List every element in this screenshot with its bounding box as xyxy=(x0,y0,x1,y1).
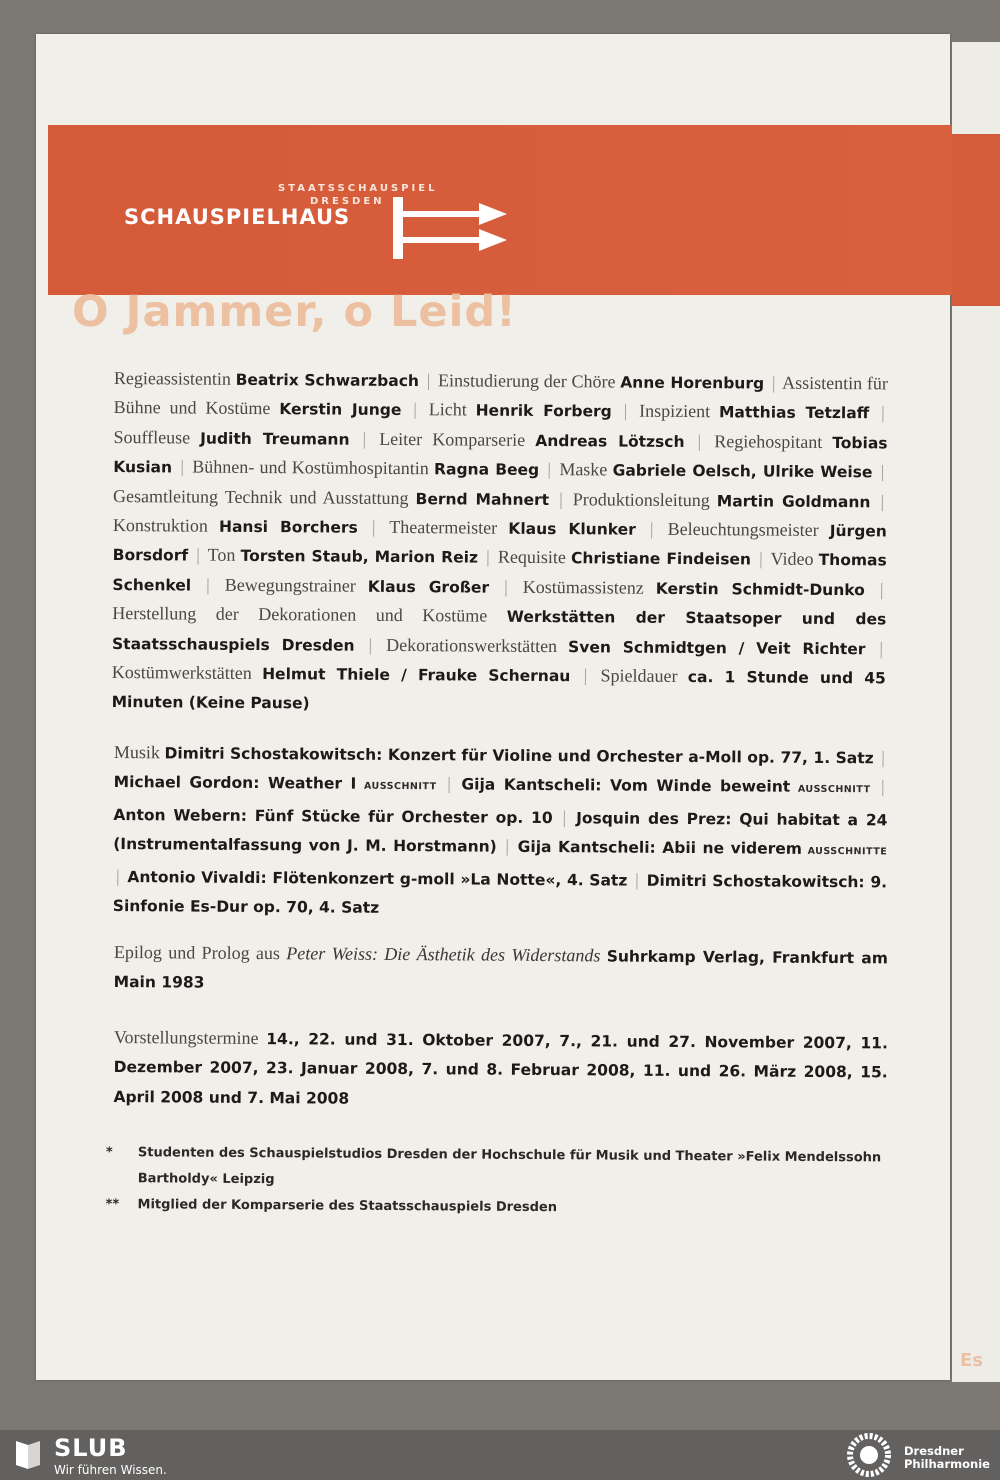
logo-line-staatsschauspiel: STAATSSCHAUSPIEL xyxy=(278,183,438,194)
separator: | xyxy=(880,461,885,482)
credit-name: Jürgen Borsdorf xyxy=(112,522,887,565)
footnote-mark: * xyxy=(105,1144,113,1161)
credit-label: Konstruktion xyxy=(112,515,208,536)
credit-label: Requisite xyxy=(497,547,566,568)
music-work: Anton Webern: Fünf Stücke für Orchester op. 10 xyxy=(113,805,553,827)
slub-logo-icon xyxy=(12,1437,44,1471)
credit-label: Regiehospitant xyxy=(714,431,823,452)
footnote-text: Studenten des Schauspielstudios Dresden der Hochschule für Musik und Theater »Felix Mendelssohn Bartholdy« Leipzig xyxy=(137,1145,882,1188)
credit-name: Torsten Staub, Marion Reiz xyxy=(240,547,479,567)
separator: | xyxy=(115,865,120,886)
separator: | xyxy=(635,869,639,890)
credit-name: Ragna Beeg xyxy=(434,460,540,480)
credit-name: Matthias Tetzlaff xyxy=(718,403,870,423)
credits-paragraph xyxy=(112,364,888,722)
credit-name: Beatrix Schwarzbach xyxy=(235,370,420,391)
separator: | xyxy=(559,488,563,509)
credit-name: Klaus Großer xyxy=(367,577,490,597)
header-band xyxy=(48,125,952,295)
credit-label: Theatermeister xyxy=(389,516,498,538)
credit-label: Video xyxy=(770,549,814,570)
footnote xyxy=(106,1140,890,1197)
separator: | xyxy=(362,428,367,449)
credit-label: Spieldauer xyxy=(600,665,678,687)
separator: | xyxy=(880,490,885,512)
separator: | xyxy=(649,518,654,539)
separator: | xyxy=(368,634,373,655)
credit-name: ca. 1 Stunde und 45 Minuten (Keine Pause) xyxy=(111,668,886,713)
credit-label: Ton xyxy=(207,545,236,566)
music-work: Antonio Vivaldi: Flötenkonzert g-moll »La Notte«, 4. Satz xyxy=(127,867,628,890)
separator: | xyxy=(547,459,552,480)
music-work: Josquin des Prez: Qui habitat a 24 (Instrumentalfassung von J. M. Horstmann) xyxy=(113,809,888,856)
credit-name: Sven Schmidtgen / Veit Richter xyxy=(568,637,866,658)
credit-label: Einstudierung der Chöre xyxy=(438,370,616,392)
credit-name: Andreas Lötzsch xyxy=(535,431,685,451)
source-paragraph xyxy=(114,938,888,1002)
next-page-band xyxy=(952,134,1000,306)
credit-label: Dekorationswerkstätten xyxy=(386,634,558,656)
separator: | xyxy=(879,638,884,659)
separator: | xyxy=(759,548,763,569)
credit-label: Produktionsleitung xyxy=(572,488,710,510)
credit-name: Anne Horenburg xyxy=(620,373,765,393)
separator: | xyxy=(206,574,210,595)
logo-schauspielhaus: SCHAUSPIELHAUS xyxy=(124,205,351,229)
footnote xyxy=(105,1192,889,1223)
credit-label: Assistentin für Bühne und Kostüme xyxy=(113,372,889,419)
separator: | xyxy=(426,370,431,391)
separator: | xyxy=(196,545,200,566)
music-paragraph xyxy=(113,738,888,926)
credit-name: Henrik Forberg xyxy=(475,401,612,421)
separator: | xyxy=(371,516,376,537)
separator: | xyxy=(771,372,776,393)
credit-name: Kerstin Schmidt-Dunko xyxy=(655,579,865,600)
credit-name: Christiane Findeisen xyxy=(570,549,752,569)
philharmonie-line1: Dresdner xyxy=(904,1444,964,1458)
separator: | xyxy=(881,402,885,423)
separator: | xyxy=(447,773,451,794)
music-note: AUSSCHNITT xyxy=(797,784,871,796)
source-work: Peter Weiss: Die Ästhetik des Widerstands xyxy=(286,943,601,966)
separator: | xyxy=(486,547,490,568)
credit-label: Maske xyxy=(559,459,608,480)
credit-name: Martin Goldmann xyxy=(716,491,871,511)
separator: | xyxy=(180,456,185,477)
credit-label: Souffleuse xyxy=(113,426,191,448)
separator: | xyxy=(562,806,567,827)
credit-name: Werkstätten der Staatsoper und des Staatsschauspiels Dresden xyxy=(111,607,887,655)
credit-label: Beleuchtungsmeister xyxy=(667,518,819,540)
credit-name: Tobias Kusian xyxy=(113,433,888,477)
credit-name: Judith Treumann xyxy=(200,429,350,449)
separator: | xyxy=(583,665,588,686)
music-work: Dimitri Schostakowitsch: Konzert für Violine und Orchester a-Moll op. 77, 1. Satz xyxy=(164,744,874,768)
philharmonie-line2: Philharmonie xyxy=(904,1457,990,1471)
footnote-mark: ** xyxy=(105,1196,120,1213)
next-page-edge xyxy=(952,42,1000,1382)
music-work: Michael Gordon: Weather I xyxy=(113,773,357,794)
credit-label: Leiter Komparserie xyxy=(379,428,526,450)
credit-label: Herstellung der Dekorationen und Kostüme xyxy=(112,603,488,626)
next-page-text: Es xyxy=(960,1350,984,1371)
credit-name: Klaus Klunker xyxy=(508,519,636,539)
separator: | xyxy=(879,579,884,600)
slub-name: SLUB xyxy=(54,1434,128,1462)
dates-label: Vorstellungstermine xyxy=(113,1026,259,1049)
footnotes xyxy=(105,1140,890,1223)
source-publisher: Suhrkamp Verlag, Frankfurt am Main 1983 xyxy=(113,947,888,993)
philharmonie-logo-icon xyxy=(842,1432,896,1478)
footer-bar xyxy=(0,1430,1000,1480)
separator: | xyxy=(697,430,702,451)
credit-label: Kostümwerkstätten xyxy=(111,662,252,684)
separator: | xyxy=(504,576,508,597)
credit-name: Hansi Borchers xyxy=(218,517,358,537)
slub-tagline: Wir führen Wissen. xyxy=(54,1463,167,1477)
footnote-text: Mitglied der Komparserie des Staatsschauspiels Dresden xyxy=(137,1197,558,1216)
credit-label: Regieassistentin xyxy=(113,367,231,389)
dates-text: 14., 22. und 31. Oktober 2007, 7., 21. und 27. November 2007, 11. Dezember 2007, 23. Januar 2008, 7. und 8. Februar 2008, 11. und 26. März 2008, 15. April 2008 und 7. Mai 2008 xyxy=(113,1030,888,1108)
credit-name: Gabriele Oelsch, Ulrike Weise xyxy=(612,461,873,482)
credit-name: Helmut Thiele / Frauke Schernau xyxy=(262,665,571,686)
page-title: O Jammer, o Leid! xyxy=(72,287,517,337)
double-arrow-icon xyxy=(393,197,513,261)
music-note: AUSSCHNITTE xyxy=(807,846,888,858)
credit-label: Bewegungstrainer xyxy=(224,574,356,596)
credit-label: Bühnen- und Kostümhospitantin xyxy=(192,456,429,479)
credit-label: Gesamtleitung Technik und Ausstattung xyxy=(113,485,409,508)
source-label: Epilog und Prolog aus xyxy=(113,941,281,964)
logo-line-dresden: DRESDEN xyxy=(310,196,385,207)
credit-name: Thomas Schenkel xyxy=(112,551,887,595)
music-work: Dimitri Schostakowitsch: 9. Sinfonie Es-Dur op. 70, 4. Satz xyxy=(112,871,888,917)
separator: | xyxy=(881,747,885,768)
separator: | xyxy=(623,400,628,421)
separator: | xyxy=(505,835,510,856)
music-work: Gija Kantscheli: Abii ne viderem xyxy=(517,838,803,859)
philharmonie-name xyxy=(904,1445,990,1471)
separator: | xyxy=(881,776,885,797)
separator: | xyxy=(413,399,417,420)
dates-paragraph xyxy=(113,1023,888,1117)
credit-label: Licht xyxy=(428,399,467,420)
music-work: Gija Kantscheli: Vom Winde beweint xyxy=(461,775,791,797)
credit-name: Bernd Mahnert xyxy=(415,489,550,509)
credit-name: Kerstin Junge xyxy=(279,400,402,420)
credit-label: Inspizient xyxy=(639,401,711,422)
music-label: Musik xyxy=(113,741,160,763)
music-note: AUSSCHNITT xyxy=(363,781,437,793)
credit-label: Kostümassistenz xyxy=(522,576,644,598)
